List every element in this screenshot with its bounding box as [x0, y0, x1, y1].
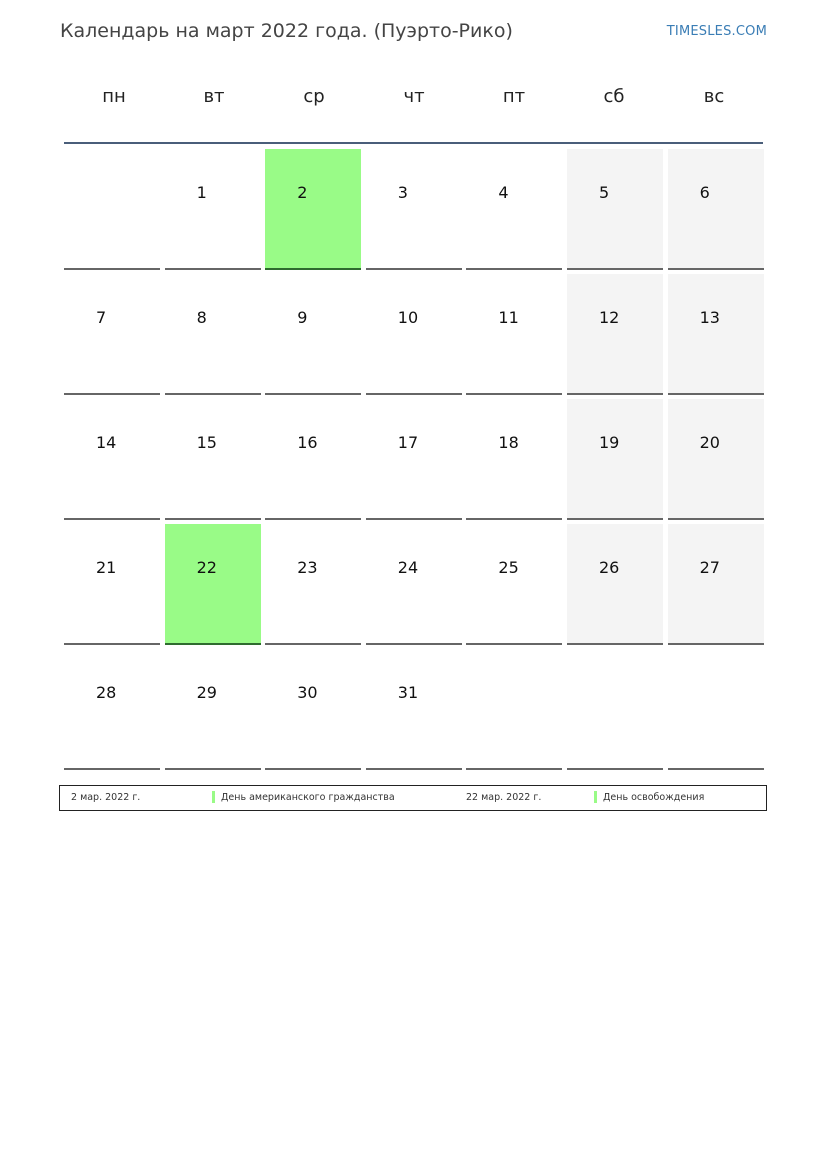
day-cell-23[interactable]	[265, 524, 361, 645]
day-cell-6[interactable]	[668, 149, 764, 270]
weekday-sat: сб	[603, 86, 625, 107]
day-cell-1[interactable]	[165, 149, 261, 270]
empty-day-cell	[466, 649, 562, 770]
day-cell-7[interactable]	[64, 274, 160, 395]
day-cell-5[interactable]	[567, 149, 663, 270]
day-number: 24	[397, 558, 419, 577]
legend-name-2: День освобождения	[603, 792, 705, 803]
day-number: 20	[699, 433, 720, 452]
day-cell-9[interactable]	[265, 274, 361, 395]
empty-day-cell	[567, 649, 663, 770]
day-number: 29	[196, 683, 217, 702]
day-number: 17	[397, 433, 419, 452]
day-number: 26	[599, 558, 620, 577]
day-cell-20[interactable]	[668, 399, 764, 520]
day-number: 12	[599, 308, 620, 327]
weekday-mon: пн	[102, 86, 126, 107]
legend-date-1: 2 мар. 2022 г.	[71, 792, 141, 803]
day-cell-30[interactable]	[265, 649, 361, 770]
day-cell-4[interactable]	[466, 149, 562, 270]
day-number: 13	[699, 308, 720, 327]
day-number: 22	[196, 558, 217, 577]
day-number: 25	[498, 558, 519, 577]
empty-day-cell	[668, 649, 764, 770]
weekday-header-row	[64, 86, 764, 126]
day-cell-2[interactable]	[265, 149, 361, 270]
empty-day-cell	[64, 149, 160, 270]
day-number: 10	[397, 308, 419, 327]
day-number: 18	[498, 433, 519, 452]
day-number: 11	[498, 308, 519, 327]
day-number: 4	[498, 183, 509, 202]
day-cell-27[interactable]	[668, 524, 764, 645]
weekday-fri: пт	[502, 86, 526, 107]
day-number: 2	[297, 183, 308, 202]
day-number: 6	[699, 183, 710, 202]
holiday-legend	[59, 785, 767, 811]
day-cell-21[interactable]	[64, 524, 160, 645]
weekday-sun: вс	[703, 86, 725, 107]
day-number: 1	[196, 183, 207, 202]
weekday-thu: чт	[403, 86, 425, 107]
day-cell-11[interactable]	[466, 274, 562, 395]
day-number: 27	[699, 558, 720, 577]
brand-link[interactable]: TIMESLES.COM	[666, 24, 767, 39]
day-cell-22[interactable]	[165, 524, 261, 645]
day-number: 5	[599, 183, 610, 202]
day-number: 23	[297, 558, 318, 577]
day-number: 3	[397, 183, 408, 202]
day-number: 30	[297, 683, 318, 702]
day-cell-14[interactable]	[64, 399, 160, 520]
day-cell-26[interactable]	[567, 524, 663, 645]
day-cell-31[interactable]	[366, 649, 462, 770]
day-cell-8[interactable]	[165, 274, 261, 395]
day-cell-25[interactable]	[466, 524, 562, 645]
day-number: 7	[96, 308, 107, 327]
day-cell-15[interactable]	[165, 399, 261, 520]
day-cell-10[interactable]	[366, 274, 462, 395]
day-number: 19	[599, 433, 620, 452]
day-cell-29[interactable]	[165, 649, 261, 770]
legend-date-2: 22 мар. 2022 г.	[466, 792, 542, 803]
day-cell-24[interactable]	[366, 524, 462, 645]
day-number: 9	[297, 308, 308, 327]
day-cell-19[interactable]	[567, 399, 663, 520]
legend-color-swatch-1	[212, 791, 215, 803]
day-cell-16[interactable]	[265, 399, 361, 520]
day-cell-18[interactable]	[466, 399, 562, 520]
legend-name-1: День американского гражданства	[221, 792, 395, 803]
page-title: Календарь на март 2022 года. (Пуэрто-Рико)	[60, 20, 513, 42]
day-number: 14	[96, 433, 117, 452]
legend-color-swatch-2	[594, 791, 597, 803]
day-number: 8	[196, 308, 207, 327]
day-cell-3[interactable]	[366, 149, 462, 270]
day-cell-13[interactable]	[668, 274, 764, 395]
day-number: 16	[297, 433, 318, 452]
weekday-tue: вт	[203, 86, 225, 107]
day-number: 21	[96, 558, 117, 577]
weekday-wed: ср	[303, 86, 325, 107]
day-cell-17[interactable]	[366, 399, 462, 520]
day-number: 28	[96, 683, 117, 702]
day-cell-12[interactable]	[567, 274, 663, 395]
day-number: 15	[196, 433, 217, 452]
day-cell-28[interactable]	[64, 649, 160, 770]
header-divider	[64, 142, 763, 144]
day-number: 31	[397, 683, 419, 702]
